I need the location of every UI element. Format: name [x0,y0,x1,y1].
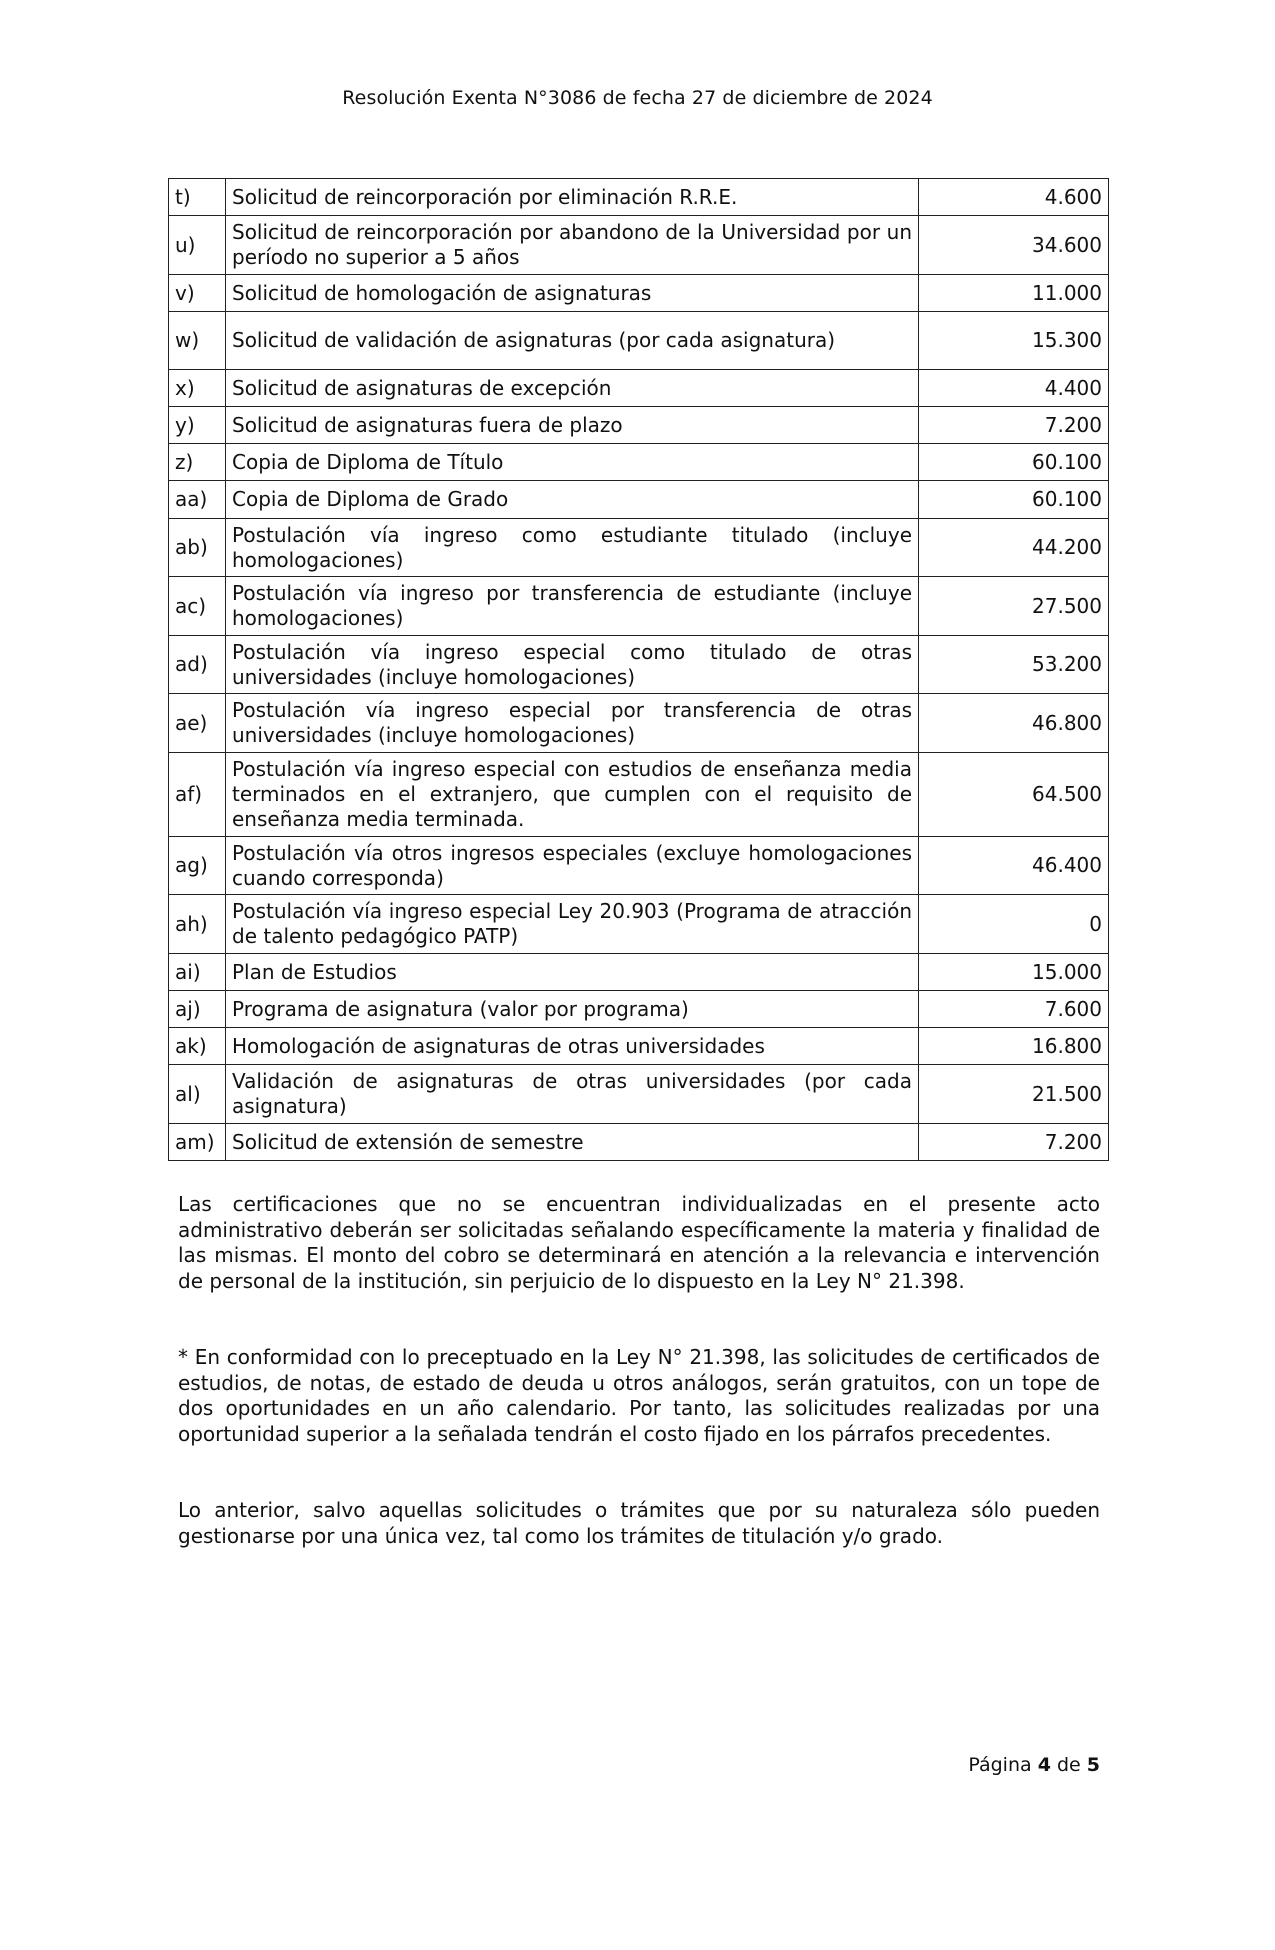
row-amount: 16.800 [919,1028,1109,1065]
of-label: de [1056,1754,1081,1776]
page-total: 5 [1086,1754,1100,1776]
row-code: u) [169,216,226,275]
row-code: x) [169,370,226,407]
row-amount: 4.600 [919,179,1109,216]
row-code: z) [169,444,226,481]
table-row [169,636,1109,694]
row-code: ad) [169,636,226,694]
row-amount: 34.600 [919,216,1109,275]
row-code: ae) [169,694,226,753]
row-amount: 0 [919,895,1109,954]
row-description: Postulación vía ingreso especial como titulado de otras universidades (incluye homologaciones) [226,636,919,694]
paragraph-salvo: Lo anterior, salvo aquellas solicitudes o trámites que por su naturaleza sólo pueden gestionarse por una única vez, tal como los trámites de titulación y/o grado. [178,1498,1100,1548]
row-code: ag) [169,837,226,895]
table-row [169,991,1109,1028]
row-description: Plan de Estudios [226,954,919,991]
fees-table [168,178,1109,1161]
row-amount: 15.300 [919,312,1109,370]
row-code: aa) [169,481,226,519]
row-description: Solicitud de reincorporación por eliminación R.R.E. [226,179,919,216]
row-amount: 60.100 [919,481,1109,519]
row-description: Solicitud de validación de asignaturas (por cada asignatura) [226,312,919,370]
table-row [169,1065,1109,1124]
row-code: ak) [169,1028,226,1065]
row-code: aj) [169,991,226,1028]
row-code: t) [169,179,226,216]
table-row [169,753,1109,837]
row-description: Solicitud de homologación de asignaturas [226,275,919,312]
row-description: Postulación vía ingreso especial por transferencia de otras universidades (incluye homologaciones) [226,694,919,753]
page-label: Página [968,1754,1032,1776]
row-code: am) [169,1124,226,1161]
row-amount: 7.200 [919,407,1109,444]
row-description: Programa de asignatura (valor por programa) [226,991,919,1028]
table-row [169,1124,1109,1161]
row-amount: 27.500 [919,577,1109,636]
row-code: w) [169,312,226,370]
row-amount: 15.000 [919,954,1109,991]
table-row [169,444,1109,481]
table-row [169,481,1109,519]
table-row [169,179,1109,216]
paragraph-certificaciones: Las certificaciones que no se encuentran individualizadas en el presente acto administrativo deberán ser solicitadas señalando específicamente la materia y finalidad de las mismas. El monto del cobro se determinará en atención a la relevancia e intervención de personal de la institución, sin perjuicio de lo dispuesto en la Ley N° 21.398. [178,1192,1100,1293]
table-row [169,216,1109,275]
paragraph-ley-21398: * En conformidad con lo preceptuado en la Ley N° 21.398, las solicitudes de certificados de estudios, de notas, de estado de deuda u otros análogos, serán gratuitos, con un tope de dos oportunidades en un año calendario. Por tanto, las solicitudes realizadas por una oportunidad superior a la señalada tendrán el costo fijado en los párrafos precedentes. [178,1345,1100,1446]
row-code: ah) [169,895,226,954]
row-amount: 21.500 [919,1065,1109,1124]
row-description: Solicitud de reincorporación por abandono de la Universidad por un período no superior a 5 años [226,216,919,275]
table-row [169,519,1109,577]
row-code: v) [169,275,226,312]
row-amount: 53.200 [919,636,1109,694]
row-description: Postulación vía otros ingresos especiales (excluye homologaciones cuando corresponda) [226,837,919,895]
table-row [169,577,1109,636]
row-amount: 46.400 [919,837,1109,895]
table-row [169,370,1109,407]
row-description: Validación de asignaturas de otras universidades (por cada asignatura) [226,1065,919,1124]
table-row [169,407,1109,444]
row-code: af) [169,753,226,837]
row-amount: 64.500 [919,753,1109,837]
row-amount: 11.000 [919,275,1109,312]
row-amount: 7.600 [919,991,1109,1028]
table-row [169,694,1109,753]
row-amount: 7.200 [919,1124,1109,1161]
row-amount: 46.800 [919,694,1109,753]
table-row [169,312,1109,370]
row-code: ai) [169,954,226,991]
row-code: ac) [169,577,226,636]
row-code: ab) [169,519,226,577]
row-description: Homologación de asignaturas de otras universidades [226,1028,919,1065]
table-row [169,275,1109,312]
page-number [800,1754,1100,1776]
page-header-title: Resolución Exenta N°3086 de fecha 27 de diciembre de 2024 [342,87,933,109]
table-row [169,1028,1109,1065]
row-description: Copia de Diploma de Grado [226,481,919,519]
row-description: Postulación vía ingreso por transferencia de estudiante (incluye homologaciones) [226,577,919,636]
table-row [169,895,1109,954]
page-current: 4 [1037,1754,1051,1776]
row-description: Postulación vía ingreso especial Ley 20.903 (Programa de atracción de talento pedagógico PATP) [226,895,919,954]
row-amount: 4.400 [919,370,1109,407]
table-row [169,954,1109,991]
row-code: y) [169,407,226,444]
row-description: Postulación vía ingreso especial con estudios de enseñanza media terminados en el extranjero, que cumplen con el requisito de enseñanza media terminada. [226,753,919,837]
table-row [169,837,1109,895]
row-description: Solicitud de asignaturas fuera de plazo [226,407,919,444]
row-amount: 44.200 [919,519,1109,577]
row-description: Postulación vía ingreso como estudiante titulado (incluye homologaciones) [226,519,919,577]
row-code: al) [169,1065,226,1124]
row-description: Solicitud de asignaturas de excepción [226,370,919,407]
row-amount: 60.100 [919,444,1109,481]
row-description: Copia de Diploma de Título [226,444,919,481]
row-description: Solicitud de extensión de semestre [226,1124,919,1161]
